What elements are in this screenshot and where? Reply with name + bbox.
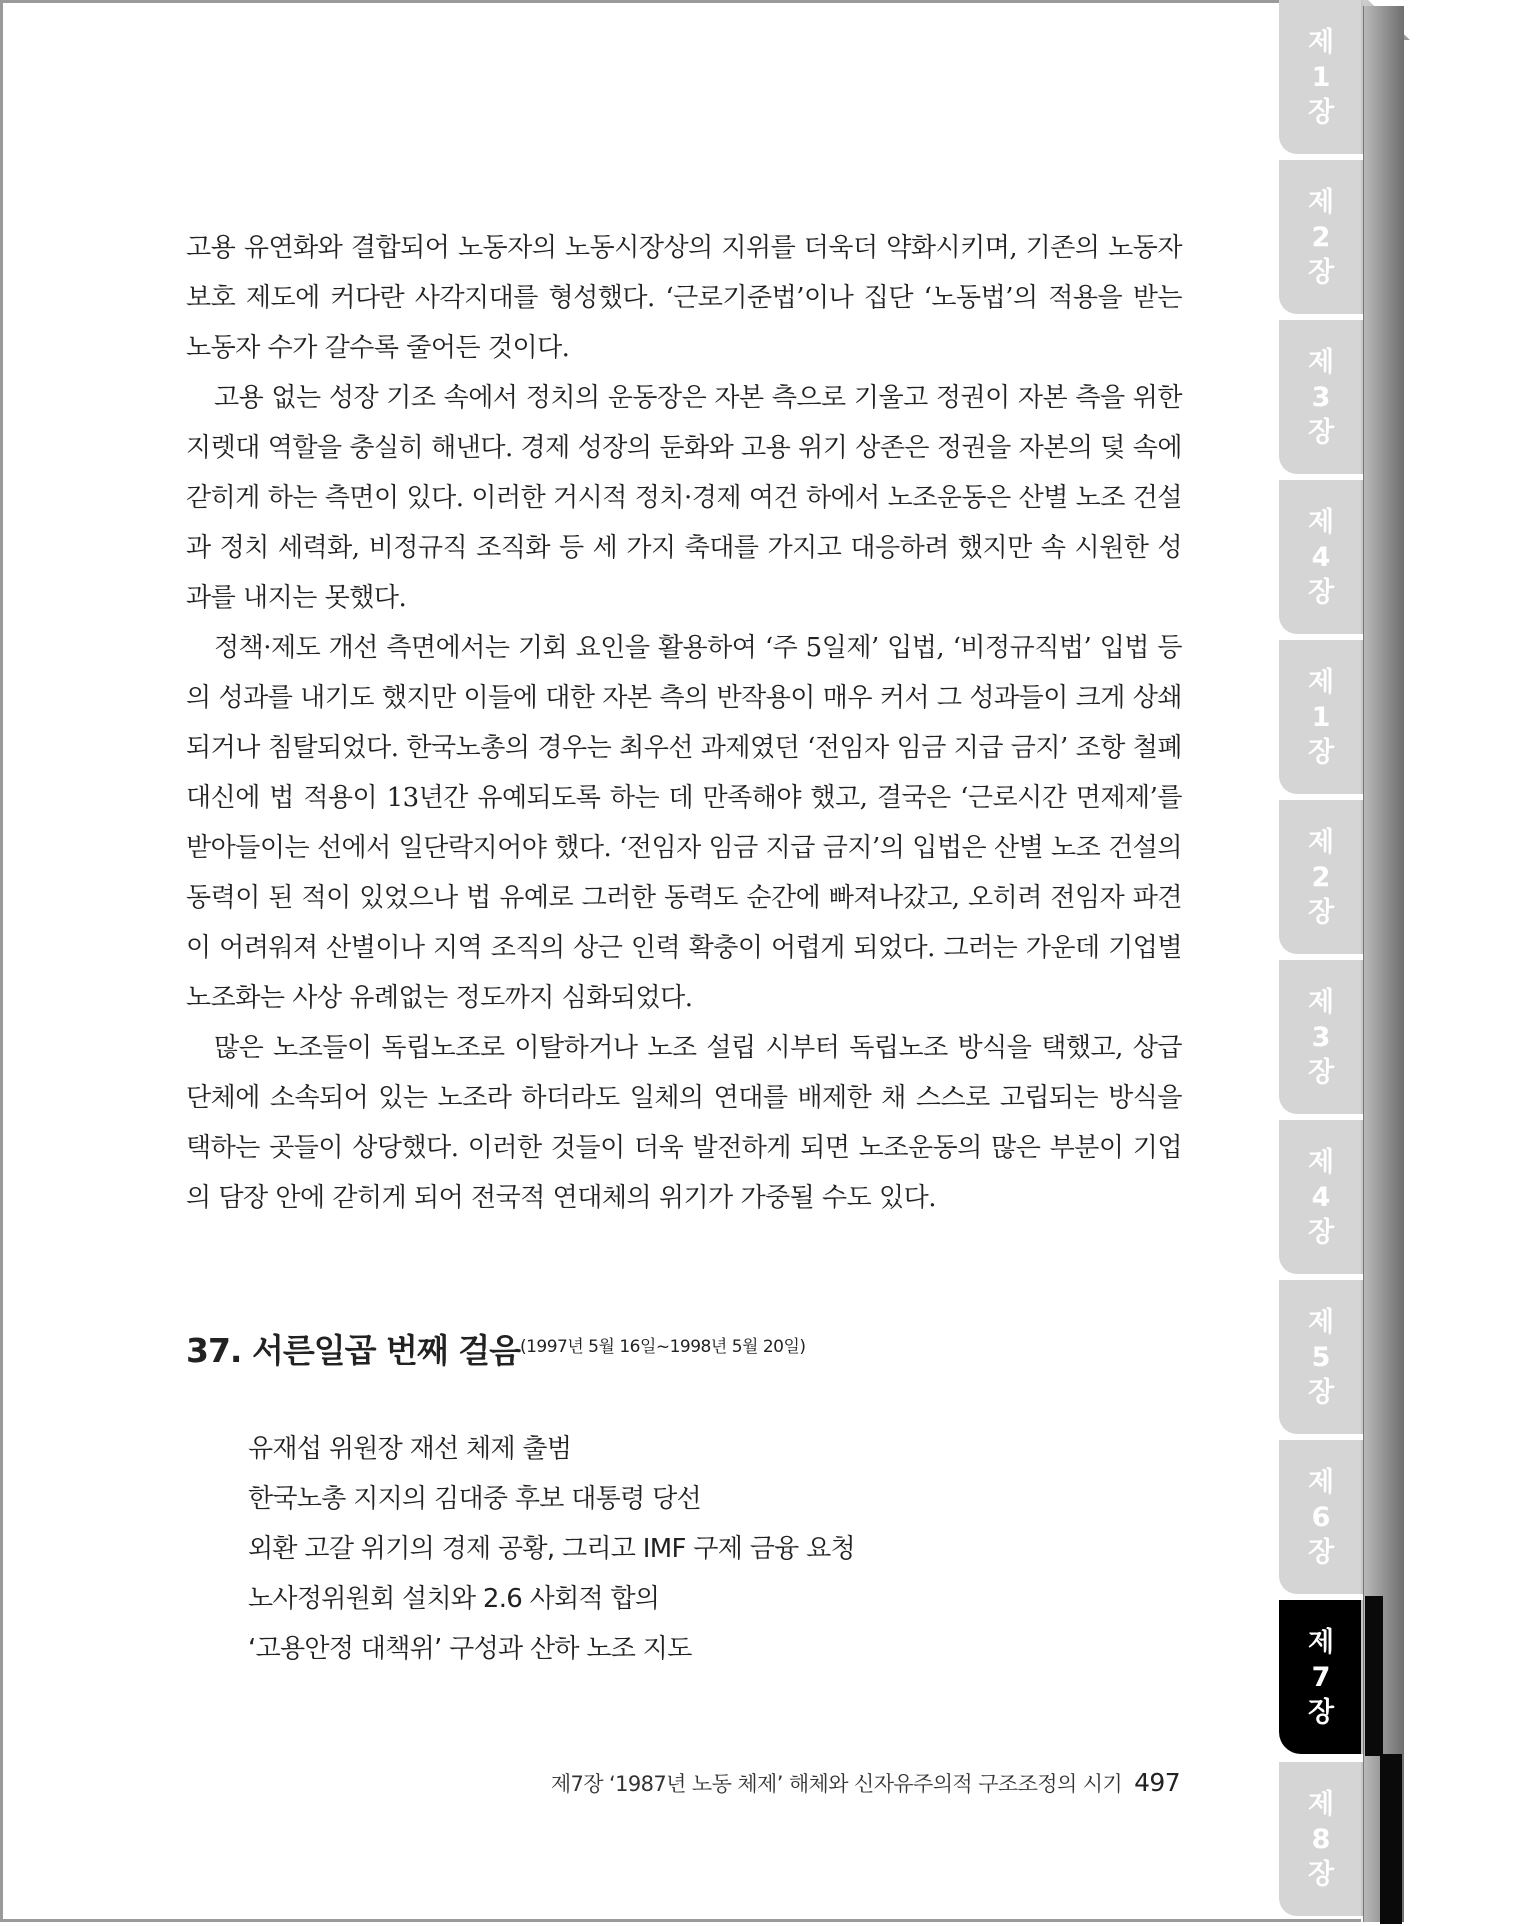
- tab-label: 장: [1307, 736, 1335, 768]
- tab-label: 제: [1307, 1466, 1335, 1498]
- tab-label: 3: [1311, 381, 1331, 413]
- chapter-tab-4[interactable]: [1279, 480, 1363, 634]
- highlight-item: 외환 고갈 위기의 경제 공황, 그리고 IMF 구제 금융 요청: [248, 1534, 855, 1564]
- highlight-item: 한국노총 지지의 김대중 후보 대통령 당선: [248, 1484, 701, 1514]
- tab-label: 장: [1307, 256, 1335, 288]
- chapter-tab-6[interactable]: [1279, 1440, 1363, 1594]
- highlight-item: 유재섭 위원장 재선 체제 출범: [248, 1434, 572, 1464]
- tab-label: 장: [1307, 576, 1335, 608]
- tab-label: 제: [1307, 1306, 1335, 1338]
- tab-label: 제: [1307, 986, 1335, 1018]
- chapter-tab-3[interactable]: [1279, 320, 1363, 474]
- tab-label: 제: [1307, 346, 1335, 378]
- paragraph: 많은 노조들이 독립노조로 이탈하거나 노조 설립 시부터 독립노조 방식을 택했고, 상급단체에 소속되어 있는 노조라 하더라도 일체의 연대를 배제한 채 스스로 고립되는 방식을 택하는 곳들이 상당했다. 이러한 것들이 더욱 발전하게 되면 노조운동의 많은 부분이 기업의 담장 안에 갇히게 되어 전국적 연대체의 위기가 가중될 수도 있다.: [186, 1033, 1182, 1213]
- chapter-tab-2[interactable]: [1279, 160, 1363, 314]
- tab-label: 2: [1311, 221, 1331, 253]
- section-heading: [186, 1325, 1086, 1372]
- tab-label: 제: [1307, 1626, 1335, 1658]
- tab-label: 장: [1307, 1536, 1335, 1568]
- tab-label: 제: [1307, 666, 1335, 698]
- book-edge-marker: [1365, 1596, 1383, 1756]
- page-number: 497: [1134, 1768, 1180, 1797]
- section-period: (1997년 5월 16일~1998년 5월 20일): [519, 1337, 806, 1357]
- tab-label: 장: [1307, 896, 1335, 928]
- tab-label: 7: [1311, 1661, 1331, 1693]
- page-footer: [540, 1768, 1180, 1798]
- section-highlights: [248, 1424, 948, 1674]
- chapter-tab-1[interactable]: [1279, 0, 1363, 154]
- chapter-tab-2b[interactable]: [1279, 800, 1363, 954]
- tab-label: 6: [1311, 1501, 1331, 1533]
- tab-label: 4: [1311, 1181, 1331, 1213]
- running-title: 제7장 ‘1987년 노동 체제’ 해체와 신자유주의적 구조조정의 시기: [550, 1772, 1123, 1796]
- tab-label: 5: [1311, 1341, 1331, 1373]
- tab-label: 장: [1307, 1376, 1335, 1408]
- tab-label: 장: [1307, 1696, 1335, 1728]
- tab-label: 3: [1311, 1021, 1331, 1053]
- highlight-item: 노사정위원회 설치와 2.6 사회적 합의: [248, 1584, 660, 1614]
- chapter-tab-5[interactable]: [1279, 1280, 1363, 1434]
- tab-label: 1: [1311, 61, 1331, 93]
- paragraph: 정책·제도 개선 측면에서는 기회 요인을 활용하여 ‘주 5일제’ 입법, ‘비정규직법’ 입법 등의 성과를 내기도 했지만 이들에 대한 자본 측의 반작용이 매우 커서 그 성과들이 크게 상쇄되거나 침탈되었다. 한국노총의 경우는 최우선 과제였던 ‘전임자 임금 지급 금지’ 조항 철폐 대신에 법 적용이 13년간 유예되도록 하는 데 만족해야 했고, 결국은 ‘근로시간 면제제’를 받아들이는 선에서 일단락지어야 했다. ‘전임자 임금 지급 금지’의 입법은 산별 노조 건설의 동력이 된 적이 있었으나 법 유예로 그러한 동력도 순간에 빠져나갔고, 오히려 전임자 파견이 어려워져 산별이나 지역 조직의 상근 인력 확충이 어렵게 되었다. 그러는 가운데 기업별 노조화는 사상 유례없는 정도까지 심화되었다.: [186, 633, 1182, 1013]
- tab-label: 제: [1307, 826, 1335, 858]
- section-title: 37. 서른일곱 번째 걸음: [186, 1331, 520, 1370]
- tab-label: 장: [1307, 1216, 1335, 1248]
- chapter-tab-3b[interactable]: [1279, 960, 1363, 1114]
- paragraph: 고용 유연화와 결합되어 노동자의 노동시장상의 지위를 더욱더 약화시키며, 기존의 노동자 보호 제도에 커다란 사각지대를 형성했다. ‘근로기준법’이나 집단 ‘노동법’의 적용을 받는 노동자 수가 갈수록 줄어든 것이다.: [186, 233, 1182, 363]
- body-text: [186, 223, 1182, 1223]
- tab-label: 장: [1307, 1858, 1335, 1890]
- chapter-tab-4b[interactable]: [1279, 1120, 1363, 1274]
- tab-label: 4: [1311, 541, 1331, 573]
- tab-label: 제: [1307, 1146, 1335, 1178]
- paragraph: 고용 없는 성장 기조 속에서 정치의 운동장은 자본 측으로 기울고 정권이 자본 측을 위한 지렛대 역할을 충실히 해낸다. 경제 성장의 둔화와 고용 위기 상존은 정권을 자본의 덫 속에 갇히게 하는 측면이 있다. 이러한 거시적 정치·경제 여건 하에서 노조운동은 산별 노조 건설과 정치 세력화, 비정규직 조직화 등 세 가지 축대를 가지고 대응하려 했지만 속 시원한 성과를 내지는 못했다.: [186, 383, 1182, 613]
- tab-label: 제: [1307, 506, 1335, 538]
- tab-label: 1: [1311, 701, 1331, 733]
- tab-label: 장: [1307, 96, 1335, 128]
- highlight-item: ‘고용안정 대책위’ 구성과 산하 노조 지도: [248, 1634, 692, 1664]
- chapter-tab-8[interactable]: [1279, 1762, 1363, 1916]
- tab-label: 제: [1307, 186, 1335, 218]
- chapter-tabs: [1279, 0, 1365, 1926]
- tab-label: 제: [1307, 1788, 1335, 1820]
- tab-label: 장: [1307, 416, 1335, 448]
- chapter-tab-1b[interactable]: [1279, 640, 1363, 794]
- tab-label: 2: [1311, 861, 1331, 893]
- book-edge-marker: [1380, 1754, 1402, 1924]
- tab-label: 8: [1311, 1823, 1331, 1855]
- tab-label: 제: [1307, 26, 1335, 58]
- chapter-tab-7-active[interactable]: [1279, 1600, 1363, 1754]
- tab-label: 장: [1307, 1056, 1335, 1088]
